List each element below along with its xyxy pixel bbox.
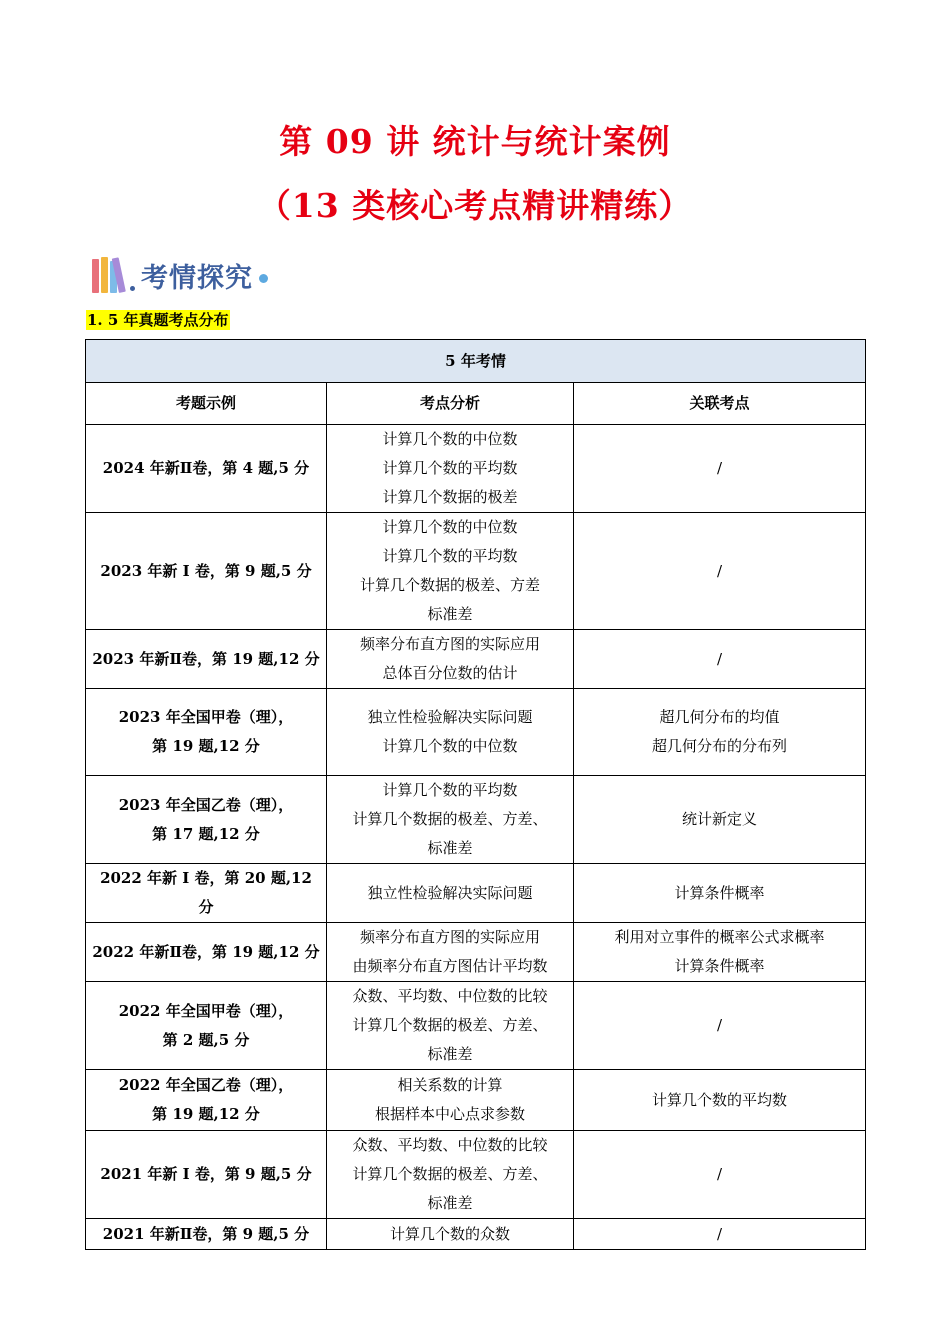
cell-line: 第 2 题,5 分 — [162, 1030, 250, 1049]
exam-cell — [86, 513, 327, 630]
cell-line: / — [716, 1016, 723, 1034]
related-cell — [574, 923, 866, 982]
table-row — [86, 1131, 866, 1219]
cell-line: 超几何分布的均值 — [659, 708, 780, 726]
cell-line: 第 19 题,12 分 — [152, 1105, 260, 1123]
cell-line: 2022 年全国甲卷（理）， — [118, 1001, 294, 1020]
cell-line: / — [716, 649, 723, 668]
exam-cell — [86, 1070, 327, 1131]
table-row — [86, 982, 866, 1070]
related-cell — [574, 1219, 866, 1250]
page-title: 第 09 讲 统计与统计案例 — [279, 122, 671, 161]
related-cell — [574, 1070, 866, 1131]
cell-line: 2022 年新 I 卷，第 20 题,12 分 — [100, 869, 312, 916]
cell-line: 第 19 题,12 分 — [152, 737, 260, 755]
cell-line: 计算条件概率 — [674, 883, 765, 902]
analysis-cell — [327, 776, 574, 864]
related-cell — [574, 689, 866, 776]
cell-line: 2021 年新 I 卷，第 9 题,5 分 — [100, 1165, 312, 1183]
cell-line: / — [716, 1165, 723, 1183]
related-cell — [574, 425, 866, 513]
cell-line: 计算几个数的平均数 — [382, 547, 518, 565]
dot-icon — [130, 286, 135, 291]
cell-line: 计算几个数的中位数 — [382, 737, 518, 755]
cell-line: 计算几个数据的极差、方差、 — [352, 810, 548, 828]
page-subtitle: （13 类核心考点精讲精练） — [257, 186, 693, 225]
cell-line: 2023 年全国甲卷（理）， — [118, 708, 294, 726]
exam-cell — [86, 689, 327, 776]
cell-line: / — [716, 1224, 723, 1243]
table-row — [86, 425, 866, 513]
cell-line: 利用对立事件的概率公式求概率 — [614, 928, 825, 946]
analysis-cell — [327, 923, 574, 982]
related-cell — [574, 864, 866, 923]
cell-line: 标准差 — [427, 1194, 473, 1212]
cell-line: 2024 年新Ⅱ卷，第 4 题,5 分 — [102, 459, 310, 477]
exam-cell — [86, 776, 327, 864]
exam-cell — [86, 923, 327, 982]
cell-line: 统计新定义 — [682, 810, 758, 828]
analysis-cell — [327, 864, 574, 923]
logo-text: 考情探究 — [141, 262, 253, 294]
cell-line: 计算条件概率 — [674, 957, 765, 975]
exam-cell — [86, 1131, 327, 1219]
cell-line: 计算几个数的平均数 — [382, 781, 518, 799]
related-cell — [574, 982, 866, 1070]
header-related: 关联考点 — [574, 383, 866, 425]
cell-line: 计算几个数的平均数 — [652, 1090, 788, 1109]
analysis-cell — [327, 1131, 574, 1219]
cell-line: 2023 年全国乙卷（理）， — [118, 795, 294, 814]
table-header-row — [86, 383, 866, 425]
cell-line: 由频率分布直方图估计平均数 — [352, 957, 548, 975]
cell-line: 标准差 — [427, 605, 473, 623]
table-row — [86, 630, 866, 689]
cell-line: 第 17 题,12 分 — [152, 824, 260, 843]
table-caption: 5 年考情 — [86, 340, 866, 383]
cell-line: 总体百分位数的估计 — [382, 664, 518, 682]
exam-table — [85, 339, 866, 1250]
cell-line: 频率分布直方图的实际应用 — [359, 635, 540, 653]
cell-line: 计算几个数据的极差、方差、 — [352, 1016, 548, 1034]
table-row — [86, 1219, 866, 1250]
cell-line: / — [716, 561, 723, 580]
exam-cell — [86, 982, 327, 1070]
related-cell — [574, 630, 866, 689]
circle-icon — [259, 274, 268, 283]
cell-line: 2023 年新 I 卷，第 9 题,5 分 — [100, 561, 312, 580]
cell-line: 计算几个数据的极差、方差、 — [352, 1165, 548, 1183]
cell-line: 计算几个数据的极差、方差 — [359, 576, 540, 594]
table-row — [86, 864, 866, 923]
related-cell — [574, 776, 866, 864]
cell-line: 标准差 — [427, 1045, 473, 1063]
cell-line: 2023 年新Ⅱ卷，第 19 题,12 分 — [92, 649, 320, 668]
related-cell — [574, 1131, 866, 1219]
cell-line: 计算几个数据的极差 — [382, 488, 518, 506]
cell-line: / — [716, 459, 723, 477]
books-icon — [92, 257, 128, 293]
table-row — [86, 776, 866, 864]
cell-line: 众数、平均数、中位数的比较 — [352, 1136, 548, 1154]
cell-line: 2022 年新Ⅱ卷，第 19 题,12 分 — [92, 942, 320, 961]
table-row — [86, 513, 866, 630]
header-analysis: 考点分析 — [327, 383, 574, 425]
analysis-cell — [327, 425, 574, 513]
table-row — [86, 923, 866, 982]
cell-line: 根据样本中心点求参数 — [374, 1105, 525, 1123]
section-title: 1. 5 年真题考点分布 — [87, 311, 229, 329]
cell-line: 计算几个数的中位数 — [382, 430, 518, 448]
analysis-cell — [327, 513, 574, 630]
cell-line: 计算几个数的平均数 — [382, 459, 518, 477]
exam-cell — [86, 630, 327, 689]
cell-line: 计算几个数的中位数 — [382, 518, 518, 536]
table-row — [86, 689, 866, 776]
cell-line: 标准差 — [427, 839, 473, 857]
exam-cell — [86, 425, 327, 513]
table-caption-row — [86, 340, 866, 383]
section-logo — [92, 253, 268, 297]
analysis-cell — [327, 630, 574, 689]
cell-line: 频率分布直方图的实际应用 — [359, 928, 540, 946]
cell-line: 2021 年新Ⅱ卷，第 9 题,5 分 — [102, 1224, 310, 1243]
cell-line: 众数、平均数、中位数的比较 — [352, 987, 548, 1005]
cell-line: 计算几个数的众数 — [389, 1224, 510, 1243]
cell-line: 独立性检验解决实际问题 — [367, 883, 533, 902]
cell-line: 2022 年全国乙卷（理）， — [118, 1076, 294, 1094]
analysis-cell — [327, 982, 574, 1070]
exam-cell — [86, 864, 327, 923]
analysis-cell — [327, 1070, 574, 1131]
table-row — [86, 1070, 866, 1131]
cell-line: 超几何分布的分布列 — [652, 737, 788, 755]
cell-line: 相关系数的计算 — [397, 1076, 503, 1094]
analysis-cell — [327, 689, 574, 776]
cell-line: 独立性检验解决实际问题 — [367, 708, 533, 726]
related-cell — [574, 513, 866, 630]
header-exam: 考题示例 — [86, 383, 327, 425]
analysis-cell — [327, 1219, 574, 1250]
exam-cell — [86, 1219, 327, 1250]
